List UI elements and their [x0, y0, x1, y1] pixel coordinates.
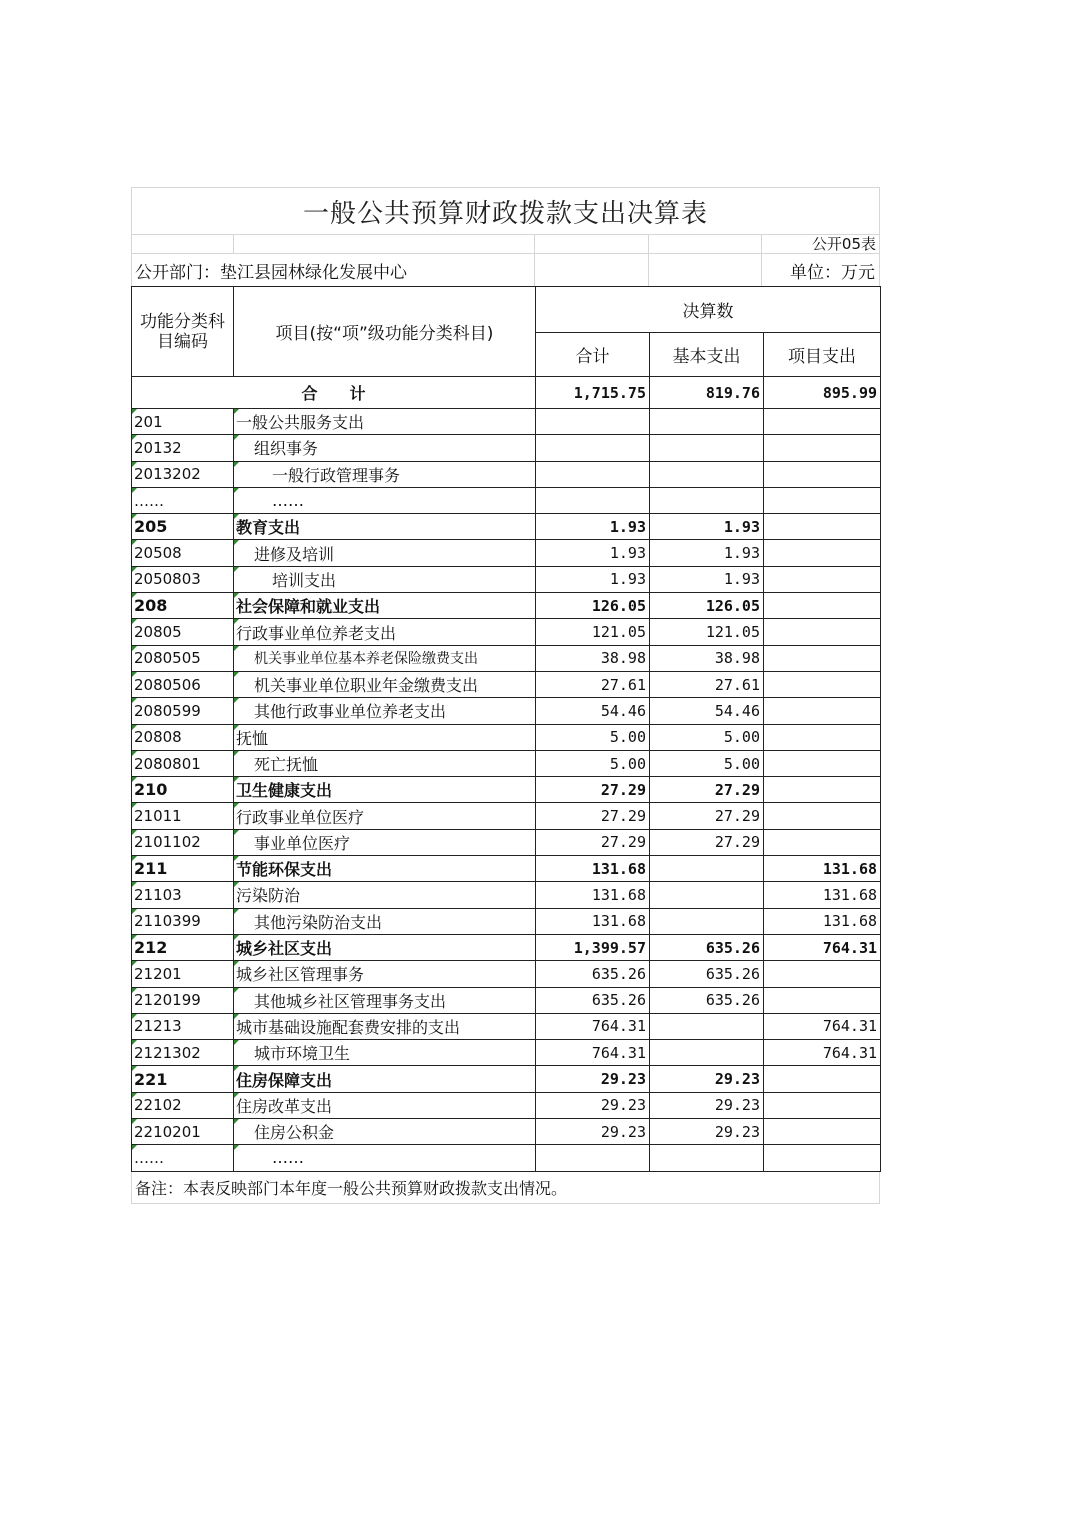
table-header-row	[132, 287, 881, 333]
row-project	[764, 540, 881, 566]
row-code: 21011	[132, 803, 234, 829]
row-name: 教育支出	[234, 514, 536, 540]
row-name: ……	[234, 1145, 536, 1171]
table-row	[132, 934, 881, 960]
row-code: ……	[132, 487, 234, 513]
row-basic: 635.26	[650, 961, 764, 987]
row-total: 635.26	[536, 987, 650, 1013]
expenditure-table	[131, 286, 881, 1172]
row-code: 21201	[132, 961, 234, 987]
row-project	[764, 435, 881, 461]
row-code: 21213	[132, 1013, 234, 1039]
row-code: 20132	[132, 435, 234, 461]
row-project	[764, 409, 881, 435]
row-project	[764, 724, 881, 750]
row-total: 131.68	[536, 908, 650, 934]
row-basic: 635.26	[650, 987, 764, 1013]
row-basic: 1.93	[650, 540, 764, 566]
table-row	[132, 514, 881, 540]
header-code: 功能分类科目编码	[132, 287, 234, 377]
row-project	[764, 1066, 881, 1092]
row-total: 27.29	[536, 829, 650, 855]
row-total	[536, 461, 650, 487]
header-final-amount: 决算数	[536, 287, 881, 333]
report-title: 一般公共预算财政拨款支出决算表	[131, 187, 880, 234]
row-project	[764, 698, 881, 724]
table-row	[132, 777, 881, 803]
row-basic: 27.29	[650, 829, 764, 855]
row-project	[764, 750, 881, 776]
row-code: 212	[132, 934, 234, 960]
row-basic: 27.29	[650, 777, 764, 803]
row-code: 2013202	[132, 461, 234, 487]
row-total: 131.68	[536, 882, 650, 908]
row-code: 2101102	[132, 829, 234, 855]
row-name: 组织事务	[234, 435, 536, 461]
row-basic	[650, 1013, 764, 1039]
row-code: 2080506	[132, 671, 234, 697]
row-total: 38.98	[536, 645, 650, 671]
row-code: 208	[132, 593, 234, 619]
row-name: 一般行政管理事务	[234, 461, 536, 487]
row-project	[764, 829, 881, 855]
table-row	[132, 803, 881, 829]
row-name: 机关事业单位基本养老保险缴费支出	[234, 645, 536, 671]
row-name: 住房保障支出	[234, 1066, 536, 1092]
table-row	[132, 698, 881, 724]
row-basic: 54.46	[650, 698, 764, 724]
row-basic: 5.00	[650, 724, 764, 750]
row-project: 764.31	[764, 1040, 881, 1066]
row-code: 211	[132, 856, 234, 882]
row-basic: 1.93	[650, 566, 764, 592]
row-name: 其他污染防治支出	[234, 908, 536, 934]
header-item: 项目(按“项”级功能分类科目)	[234, 287, 536, 377]
header-basic: 基本支出	[650, 333, 764, 377]
row-project: 131.68	[764, 908, 881, 934]
row-name: 住房改革支出	[234, 1092, 536, 1118]
table-row	[132, 856, 881, 882]
table-row	[132, 1066, 881, 1092]
row-basic	[650, 908, 764, 934]
footnote: 备注：本表反映部门本年度一般公共预算财政拨款支出情况。	[131, 1172, 880, 1204]
table-row	[132, 1013, 881, 1039]
row-code: 2050803	[132, 566, 234, 592]
row-name: 事业单位医疗	[234, 829, 536, 855]
table-row	[132, 645, 881, 671]
row-project	[764, 645, 881, 671]
row-project	[764, 1145, 881, 1171]
row-code: 201	[132, 409, 234, 435]
row-name: 行政事业单位养老支出	[234, 619, 536, 645]
row-project	[764, 777, 881, 803]
row-code: 21103	[132, 882, 234, 908]
row-total: 29.23	[536, 1119, 650, 1145]
row-basic: 126.05	[650, 593, 764, 619]
row-project	[764, 514, 881, 540]
row-project	[764, 461, 881, 487]
table-row	[132, 882, 881, 908]
table-row	[132, 566, 881, 592]
row-basic: 121.05	[650, 619, 764, 645]
row-code: 2121302	[132, 1040, 234, 1066]
row-name: ……	[234, 487, 536, 513]
row-total: 1,399.57	[536, 934, 650, 960]
row-basic: 38.98	[650, 645, 764, 671]
table-row	[132, 461, 881, 487]
total-basic: 819.76	[650, 377, 764, 409]
table-row	[132, 829, 881, 855]
row-name: 死亡抚恤	[234, 750, 536, 776]
row-basic: 635.26	[650, 934, 764, 960]
row-name: 机关事业单位职业年金缴费支出	[234, 671, 536, 697]
row-name: 节能环保支出	[234, 856, 536, 882]
table-row	[132, 1145, 881, 1171]
form-number: 公开05表	[762, 234, 879, 253]
row-name: 城乡社区支出	[234, 934, 536, 960]
row-name: 污染防治	[234, 882, 536, 908]
row-total: 27.29	[536, 777, 650, 803]
table-row	[132, 750, 881, 776]
total-label: 合 计	[132, 377, 536, 409]
row-total: 1.93	[536, 514, 650, 540]
row-code: 2080801	[132, 750, 234, 776]
table-row	[132, 1092, 881, 1118]
row-name: 其他城乡社区管理事务支出	[234, 987, 536, 1013]
row-name: 卫生健康支出	[234, 777, 536, 803]
row-project	[764, 593, 881, 619]
row-basic	[650, 882, 764, 908]
row-project	[764, 961, 881, 987]
row-code: 2210201	[132, 1119, 234, 1145]
row-total	[536, 1145, 650, 1171]
row-basic: 29.23	[650, 1092, 764, 1118]
row-code: 2080505	[132, 645, 234, 671]
row-basic: 27.61	[650, 671, 764, 697]
row-total: 1.93	[536, 540, 650, 566]
row-total: 27.61	[536, 671, 650, 697]
row-basic: 29.23	[650, 1066, 764, 1092]
row-name: 其他行政事业单位养老支出	[234, 698, 536, 724]
form-number-row	[131, 234, 880, 253]
row-code: 2120199	[132, 987, 234, 1013]
row-name: 社会保障和就业支出	[234, 593, 536, 619]
report-sheet	[131, 187, 880, 1204]
department-label: 公开部门：垫江县园林绿化发展中心	[132, 253, 535, 286]
row-basic	[650, 856, 764, 882]
row-project: 131.68	[764, 856, 881, 882]
row-name: 城市基础设施配套费安排的支出	[234, 1013, 536, 1039]
row-code: 2110399	[132, 908, 234, 934]
row-code: 210	[132, 777, 234, 803]
table-row	[132, 487, 881, 513]
row-name: 行政事业单位医疗	[234, 803, 536, 829]
row-total	[536, 435, 650, 461]
row-total: 131.68	[536, 856, 650, 882]
row-basic: 29.23	[650, 1119, 764, 1145]
total-sum: 1,715.75	[536, 377, 650, 409]
row-total: 29.23	[536, 1092, 650, 1118]
row-code: 20805	[132, 619, 234, 645]
row-total: 29.23	[536, 1066, 650, 1092]
row-project	[764, 487, 881, 513]
row-total: 1.93	[536, 566, 650, 592]
table-row	[132, 619, 881, 645]
row-code: 22102	[132, 1092, 234, 1118]
row-project	[764, 671, 881, 697]
table-row	[132, 724, 881, 750]
row-project	[764, 619, 881, 645]
header-total: 合计	[536, 333, 650, 377]
row-basic: 27.29	[650, 803, 764, 829]
row-name: 进修及培训	[234, 540, 536, 566]
row-basic	[650, 487, 764, 513]
row-total: 27.29	[536, 803, 650, 829]
row-name: 住房公积金	[234, 1119, 536, 1145]
row-basic	[650, 435, 764, 461]
unit-label: 单位：万元	[762, 253, 879, 286]
row-project	[764, 1119, 881, 1145]
row-total: 121.05	[536, 619, 650, 645]
table-row	[132, 987, 881, 1013]
row-code: ……	[132, 1145, 234, 1171]
row-basic	[650, 461, 764, 487]
table-row	[132, 409, 881, 435]
row-project: 764.31	[764, 934, 881, 960]
table-row	[132, 435, 881, 461]
row-name: 城乡社区管理事务	[234, 961, 536, 987]
row-code: 221	[132, 1066, 234, 1092]
row-code: 20808	[132, 724, 234, 750]
row-name: 培训支出	[234, 566, 536, 592]
row-total: 126.05	[536, 593, 650, 619]
table-row	[132, 908, 881, 934]
row-basic	[650, 409, 764, 435]
row-basic: 1.93	[650, 514, 764, 540]
row-total: 764.31	[536, 1040, 650, 1066]
row-project: 131.68	[764, 882, 881, 908]
row-code: 2080599	[132, 698, 234, 724]
header-project: 项目支出	[764, 333, 881, 377]
row-code: 205	[132, 514, 234, 540]
row-project: 764.31	[764, 1013, 881, 1039]
row-total	[536, 409, 650, 435]
row-project	[764, 803, 881, 829]
report-meta	[131, 234, 880, 286]
total-row	[132, 377, 881, 409]
table-row	[132, 540, 881, 566]
row-total: 5.00	[536, 750, 650, 776]
row-name: 一般公共服务支出	[234, 409, 536, 435]
table-row	[132, 1119, 881, 1145]
row-total: 5.00	[536, 724, 650, 750]
table-row	[132, 671, 881, 697]
row-name: 城市环境卫生	[234, 1040, 536, 1066]
row-basic: 5.00	[650, 750, 764, 776]
row-project	[764, 987, 881, 1013]
row-name: 抚恤	[234, 724, 536, 750]
table-row	[132, 1040, 881, 1066]
table-row	[132, 961, 881, 987]
row-total: 635.26	[536, 961, 650, 987]
row-code: 20508	[132, 540, 234, 566]
table-row	[132, 593, 881, 619]
table-body	[132, 377, 881, 1172]
row-total: 54.46	[536, 698, 650, 724]
row-basic	[650, 1145, 764, 1171]
row-total: 764.31	[536, 1013, 650, 1039]
department-row	[131, 253, 880, 286]
row-basic	[650, 1040, 764, 1066]
row-project	[764, 1092, 881, 1118]
row-project	[764, 566, 881, 592]
row-total	[536, 487, 650, 513]
total-project: 895.99	[764, 377, 881, 409]
